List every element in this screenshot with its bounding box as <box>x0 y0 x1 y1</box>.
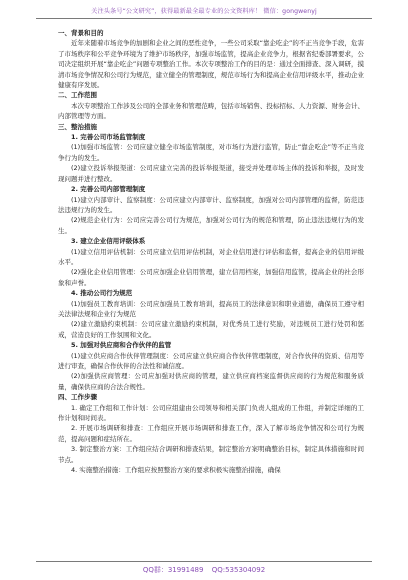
body-paragraph: (2)强化企业信用管理：公司应加强企业信用管理，建立信用档案，加强信用监管，提高企业的社会形象和声誉。 <box>58 268 364 287</box>
section-heading: 三、整治措施 <box>58 122 97 131</box>
footer-qq-group: QQ群：31991489 <box>142 566 204 574</box>
subsection-heading: 5. 加强对供应商和合作伙伴的监管 <box>71 341 172 350</box>
body-paragraph: (2)建立投诉举报渠道：公司应建立完善的投诉举报渠道，接受并处理市场主体的投诉和举报，及时发现问题并进行整改。 <box>58 164 364 183</box>
body-paragraph: (1)建立内部审计、监察制度：公司应建立内部审计、监察制度，加强对公司内部管理的监督，防范违法违规行为的发生。 <box>58 195 364 214</box>
body-paragraph: (2)规范企业行为：公司应完善公司行为规范，加强对公司行为的规范和管理，防止违法违规行为的发生。 <box>58 216 364 235</box>
page-footer <box>0 565 408 575</box>
footer-divider <box>36 561 372 562</box>
body-paragraph: (1)加强员工教育培训：公司应加强员工教育培训，提高员工的法律意识和职业道德，确保员工遵守相关法律法规和企业行为规范 <box>58 299 364 318</box>
subsection-heading: 4. 推动公司行为规范 <box>71 289 133 298</box>
body-paragraph: 3. 制定整治方案：工作组应结合调研和排查结果，制定整治方案明确整治目标，制定具体措施和时间节点。 <box>58 445 364 464</box>
body-paragraph: (2)加强供应商管理：公司应加强对供应商的管理，建立供应商档案监督供应商的行为规范和服务质量，确保供应商的合法合规性。 <box>58 372 364 391</box>
body-paragraph: (1)建立信用评估机制：公司应建立信用评估机制，对企业信用进行评估和监督，提高企业的信用评级水平。 <box>58 247 364 266</box>
section-heading: 二、工作范围 <box>58 91 97 100</box>
footer-qq: QQ:535304092 <box>211 566 266 574</box>
body-paragraph: 4. 实施整治措施：工作组应按照整治方案的要求积极实施整治措施，确保 <box>71 466 281 475</box>
body-paragraph: 本次专项整治工作涉及公司的全部业务和管理范畴，包括市场销售、投标招标、人力资源、财务会计、内部管理等方面。 <box>58 101 364 121</box>
body-paragraph: (1)建立供应商合作伙伴管理制度：公司应建立供应商合作伙伴管理制度，对合作伙伴的资质、信用等进行审查，确保合作伙伴的合法性和诚信度。 <box>58 351 364 370</box>
section-heading: 四、工作步骤 <box>58 393 97 402</box>
body-paragraph: (2)建立激励约束机制：公司应建立激励约束机制，对优秀员工进行奖励，对违规员工进行处罚和惩戒，营造良好的工作氛围和文化。 <box>58 320 364 339</box>
subsection-heading: 2. 完善公司内部管理制度 <box>71 185 146 194</box>
body-paragraph: 近年来随着市场竞争的加剧和企业之间的恶性竞争，一些公司采取“靠企吃企”的不正当竞争手段，危害了市场秩序和公平竞争环境为了维护市场秩序，加强市场监管，提高企业竞争力，根据省纪委部署要求，公司决定组织开展“靠企吃企”问题专项整治工作。本次专项整治工作的目的是：通过全面排查、深入调研，摸清市场竞争情况和公司行为规范，建立健全的管理制度，规范市场行为和提高企业信用评级水平，推动企业健康有序发展。 <box>58 39 364 90</box>
body-paragraph: (1)加强市场监管：公司应建立健全市场监管制度，对市场行为进行监管，防止“靠企吃企”等不正当竞争行为的发生。 <box>58 143 364 162</box>
document-body <box>58 28 364 475</box>
body-paragraph: 1. 确定工作组和工作计划：公司应组建由公司领导和相关部门负责人组成的工作组，并制定详细的工作计划和时间表。 <box>58 403 364 423</box>
body-paragraph: 2. 开展市场调研和排查：工作组应开展市场调研和排查工作，深入了解市场竞争情况和公司行为规范，提高问题和症结所在。 <box>58 424 364 443</box>
section-heading: 一、背景和目的 <box>58 29 104 37</box>
header-divider <box>36 18 372 19</box>
subsection-heading: 3. 建立企业信用评级体系 <box>71 237 146 246</box>
top-banner: 关注头条号“公文研究”，获得最新最全最专业的公文资料库！ 微信：gongwenyj <box>91 8 317 15</box>
subsection-heading: 1. 完善公司市场监管制度 <box>71 133 146 142</box>
